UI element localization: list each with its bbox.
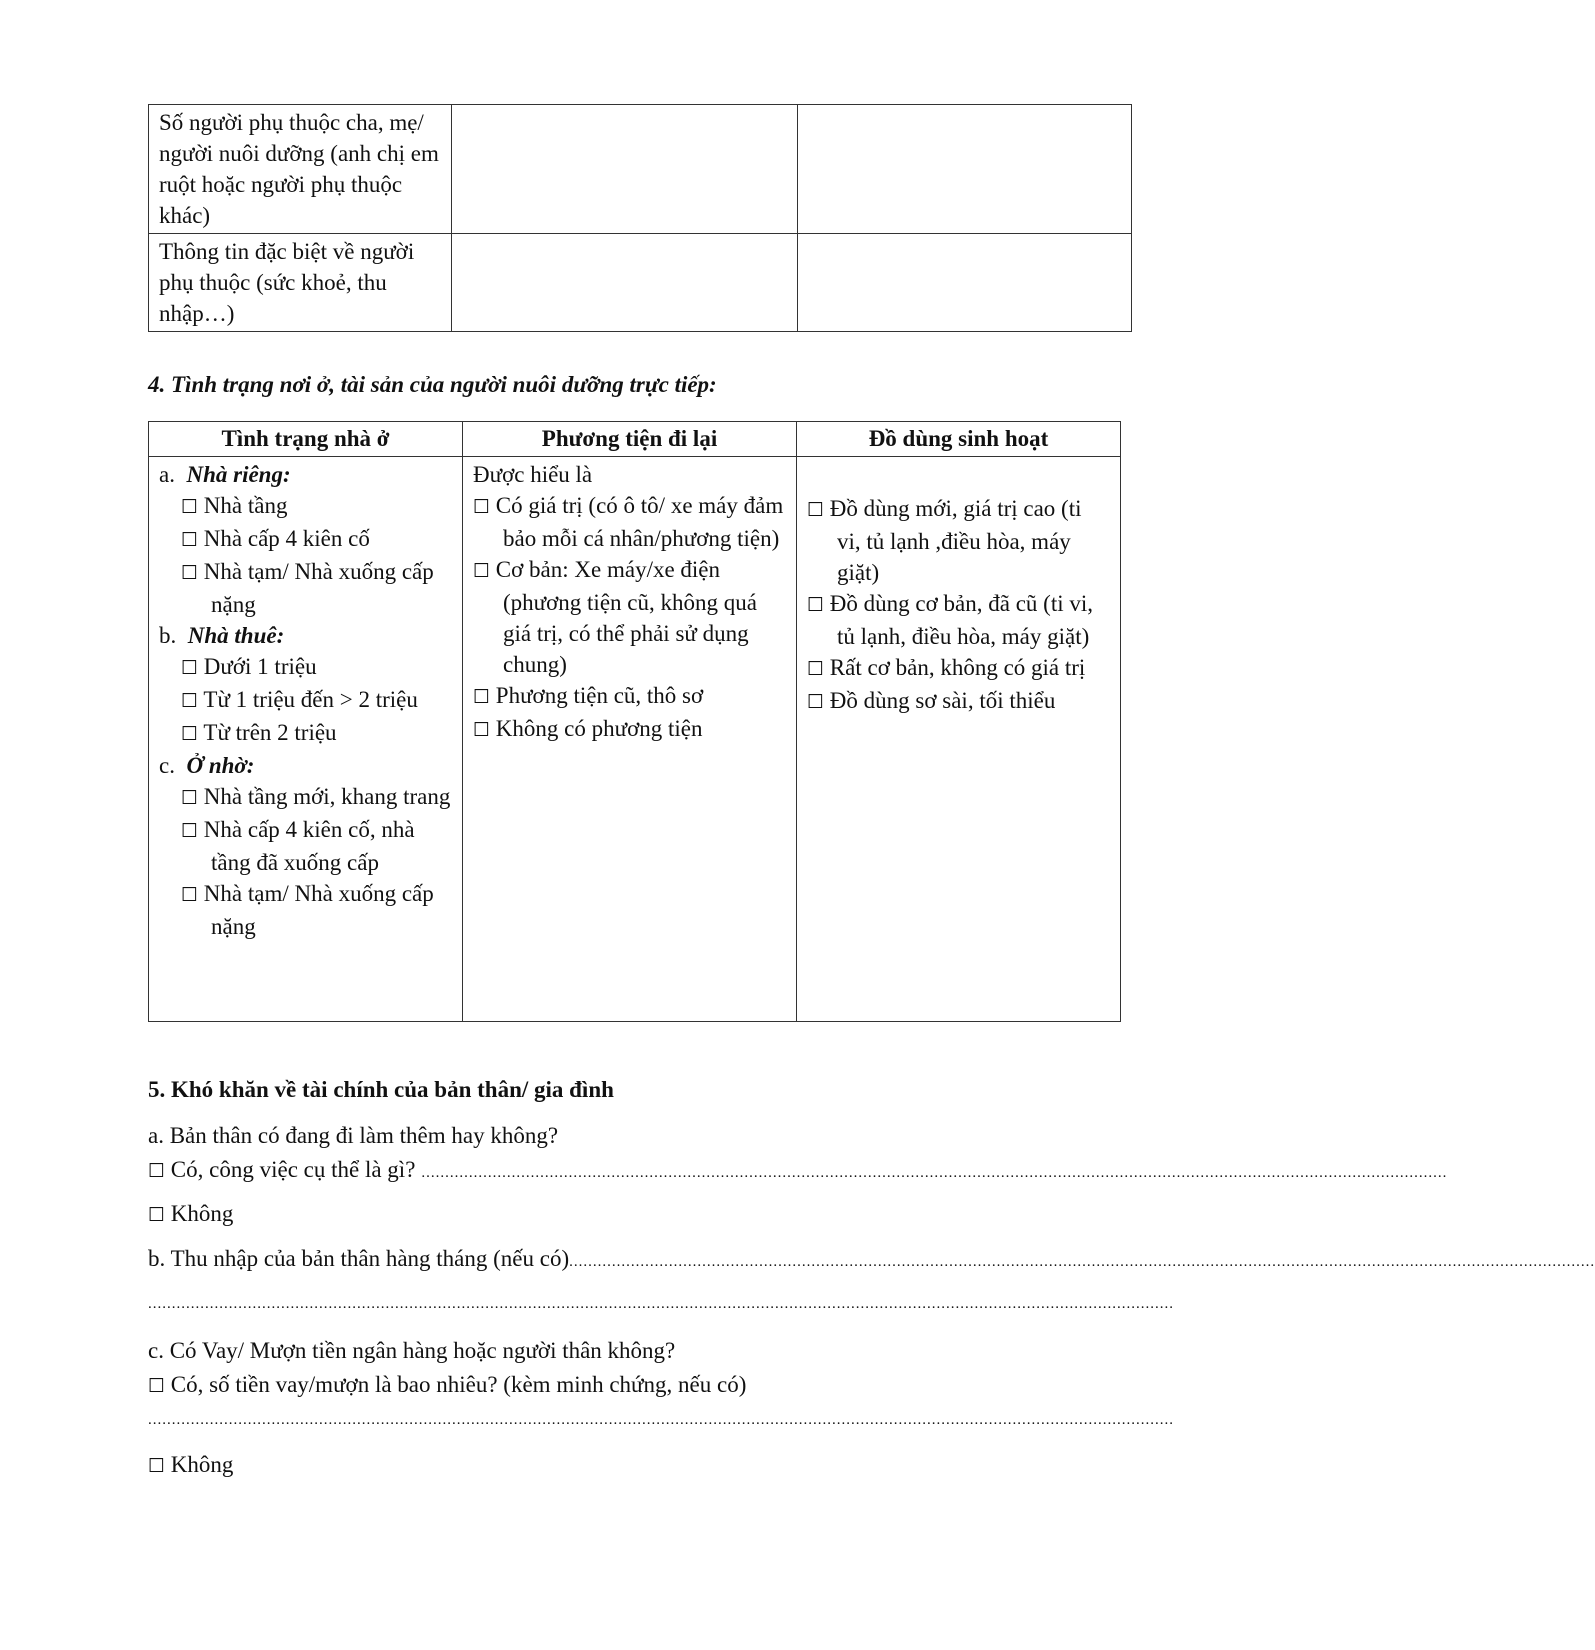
job-answer-line[interactable]: ........................................................................................................................................................................................................................ <box>421 1165 1448 1181</box>
checkbox-icon[interactable]: ☐ <box>181 723 199 745</box>
checkbox-icon[interactable]: ☐ <box>148 1455 166 1477</box>
housing-option[interactable] <box>159 684 452 717</box>
dependents-count-field[interactable] <box>452 105 798 234</box>
option-label: Từ 1 triệu đến > 2 triệu <box>203 687 418 712</box>
housing-own-label: Nhà riêng: <box>186 462 291 487</box>
transport-option[interactable] <box>473 680 786 713</box>
housing-option[interactable] <box>159 490 452 523</box>
household-option[interactable] <box>807 652 1110 685</box>
question-b <box>148 1246 1595 1272</box>
option-label: Không <box>170 1201 234 1226</box>
option-label: Nhà cấp 4 kiên cố, nhà tầng đã xuống cấp <box>203 817 415 875</box>
option-label: Nhà tạm/ Nhà xuống cấp nặng <box>203 559 434 617</box>
question-a-no-option[interactable] <box>148 1201 1133 1227</box>
dependents-table <box>148 104 1132 332</box>
checkbox-icon[interactable]: ☐ <box>807 499 825 521</box>
checkbox-icon[interactable]: ☐ <box>181 787 199 809</box>
checkbox-icon[interactable]: ☐ <box>181 820 199 842</box>
table-header-row <box>149 422 1121 457</box>
assets-table <box>148 421 1121 1022</box>
checkbox-icon[interactable]: ☐ <box>473 560 491 582</box>
option-label: Rất cơ bản, không có giá trị <box>829 655 1086 680</box>
checkbox-icon[interactable]: ☐ <box>181 690 199 712</box>
prefix-c: c. <box>159 753 175 778</box>
option-label: Đồ dùng sơ sài, tối thiểu <box>829 688 1056 713</box>
household-option[interactable] <box>807 685 1110 718</box>
question-c-yes-option[interactable] <box>148 1372 1133 1398</box>
housing-option[interactable] <box>159 814 452 878</box>
dependents-count-field-2[interactable] <box>798 105 1132 234</box>
housing-option[interactable] <box>159 651 452 684</box>
option-label: Từ trên 2 triệu <box>203 720 337 745</box>
income-answer-line-2[interactable]: ........................................................................................................................................................................................................................ <box>148 1296 1174 1312</box>
option-label: Có, công việc cụ thể là gì? <box>170 1157 416 1182</box>
option-label: Có giá trị (có ô tô/ xe máy đảm bảo mỗi cá nhân/phương tiện) <box>495 493 784 551</box>
housing-option[interactable] <box>159 878 452 942</box>
housing-option[interactable] <box>159 556 452 620</box>
checkbox-icon[interactable]: ☐ <box>181 657 199 679</box>
question-c: c. Có Vay/ Mượn tiền ngân hàng hoặc người thân không? <box>148 1338 676 1363</box>
transport-option[interactable] <box>473 713 786 746</box>
prefix-a: a. <box>159 462 175 487</box>
option-label: Nhà tầng <box>203 493 288 518</box>
housing-option[interactable] <box>159 717 452 750</box>
dependents-info-field[interactable] <box>452 234 798 332</box>
checkbox-icon[interactable]: ☐ <box>473 686 491 708</box>
housing-borrow-label: Ở nhờ: <box>186 753 255 778</box>
checkbox-icon[interactable]: ☐ <box>807 658 825 680</box>
section-4-title: 4. Tình trạng nơi ở, tài sản của người nuôi dưỡng trực tiếp: <box>148 372 717 397</box>
transport-cell <box>463 457 797 1022</box>
housing-option[interactable] <box>159 523 452 556</box>
housing-rent-label: Nhà thuê: <box>187 623 285 648</box>
checkbox-icon[interactable]: ☐ <box>807 594 825 616</box>
option-label: Đồ dùng mới, giá trị cao (ti vi, tủ lạnh ,điều hòa, máy giặt) <box>829 496 1082 585</box>
option-label: Đồ dùng cơ bản, đã cũ (ti vi, tủ lạnh, điều hòa, máy giặt) <box>829 591 1093 649</box>
header-housing: Tình trạng nhà ở <box>149 422 463 457</box>
housing-option[interactable] <box>159 781 452 814</box>
header-transport: Phương tiện đi lại <box>463 422 797 457</box>
table-row <box>149 105 1132 234</box>
checkbox-icon[interactable]: ☐ <box>181 884 199 906</box>
question-c-no-option[interactable] <box>148 1452 1133 1478</box>
option-label: Cơ bản: Xe máy/xe điện (phương tiện cũ, không quá giá trị, có thể phải sử dụng chung) <box>495 557 757 677</box>
transport-intro: Được hiểu là <box>473 462 593 487</box>
table-row <box>149 457 1121 1022</box>
table-row <box>149 234 1132 332</box>
checkbox-icon[interactable]: ☐ <box>473 719 491 741</box>
housing-cell <box>149 457 463 1022</box>
option-label: Nhà tạm/ Nhà xuống cấp nặng <box>203 881 434 939</box>
dependents-info-field-2[interactable] <box>798 234 1132 332</box>
household-cell <box>797 457 1121 1022</box>
income-answer-line[interactable]: ........................................................................................................................................................................................................................ <box>569 1254 1595 1270</box>
checkbox-icon[interactable]: ☐ <box>148 1160 166 1182</box>
option-label: Có, số tiền vay/mượn là bao nhiêu? (kèm minh chứng, nếu có) <box>170 1372 747 1397</box>
checkbox-icon[interactable]: ☐ <box>181 496 199 518</box>
transport-option[interactable] <box>473 490 786 554</box>
loan-answer-line[interactable]: ........................................................................................................................................................................................................................ <box>148 1412 1174 1428</box>
option-label: Không <box>170 1452 234 1477</box>
checkbox-icon[interactable]: ☐ <box>181 562 199 584</box>
checkbox-icon[interactable]: ☐ <box>473 496 491 518</box>
question-b-label: b. Thu nhập của bản thân hàng tháng (nếu có) <box>148 1246 570 1271</box>
option-label: Dưới 1 triệu <box>203 654 317 679</box>
question-a: a. Bản thân có đang đi làm thêm hay không? <box>148 1123 559 1148</box>
household-option[interactable] <box>807 493 1110 588</box>
option-label: Nhà cấp 4 kiên cố <box>203 526 370 551</box>
checkbox-icon[interactable]: ☐ <box>148 1204 166 1226</box>
household-option[interactable] <box>807 588 1110 652</box>
transport-option[interactable] <box>473 554 786 680</box>
option-label: Phương tiện cũ, thô sơ <box>495 683 704 708</box>
section-5-title: 5. Khó khăn về tài chính của bản thân/ gia đình <box>148 1077 614 1102</box>
prefix-b: b. <box>159 623 177 648</box>
checkbox-icon[interactable]: ☐ <box>181 529 199 551</box>
header-household: Đồ dùng sinh hoạt <box>797 422 1121 457</box>
option-label: Nhà tầng mới, khang trang <box>203 784 451 809</box>
dependents-info-label: Thông tin đặc biệt về người phụ thuộc (sức khoẻ, thu nhập…) <box>149 234 452 332</box>
dependents-count-label: Số người phụ thuộc cha, mẹ/ người nuôi dưỡng (anh chị em ruột hoặc người phụ thuộc khác) <box>149 105 452 234</box>
question-a-yes-option[interactable] <box>148 1157 1448 1183</box>
checkbox-icon[interactable]: ☐ <box>148 1375 166 1397</box>
option-label: Không có phương tiện <box>495 716 703 741</box>
checkbox-icon[interactable]: ☐ <box>807 691 825 713</box>
